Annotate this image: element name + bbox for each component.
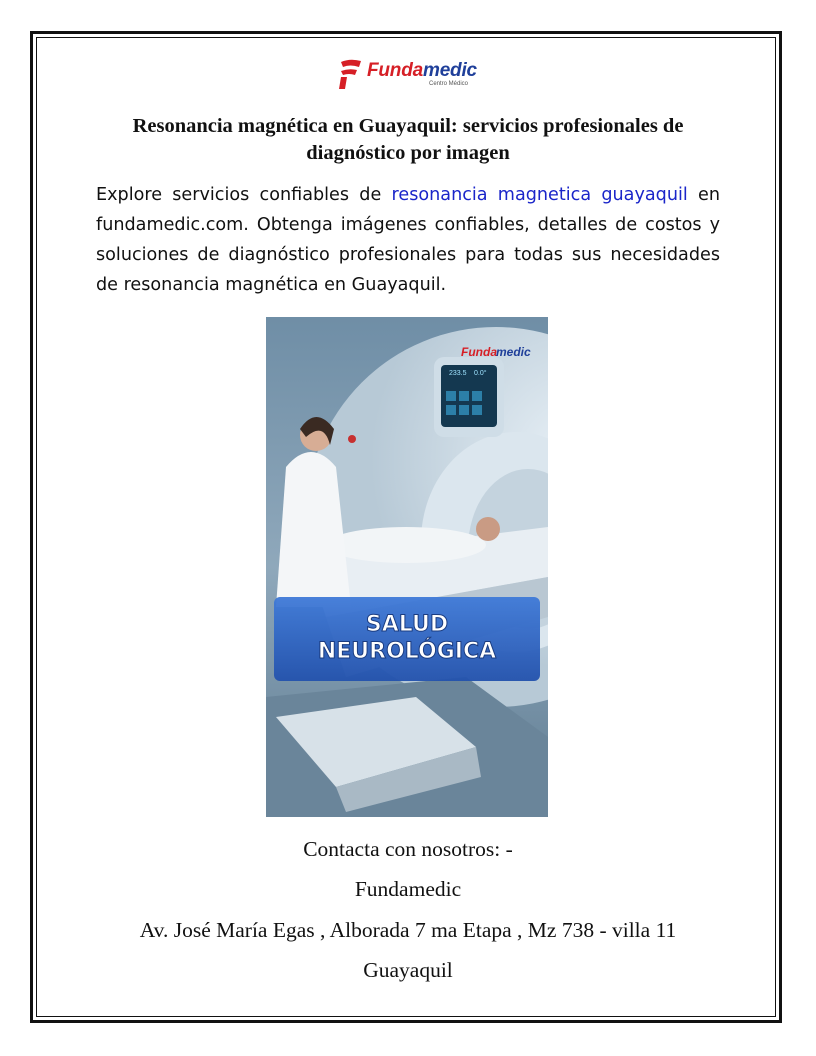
contact-address: Av. José María Egas , Alborada 7 ma Etapa , Mz 738 - villa 11 — [139, 918, 677, 942]
mri-scene-illustration — [266, 317, 548, 817]
fundamedic-logo-mark-icon — [337, 58, 363, 90]
photo-watermark-medic: medic — [496, 345, 531, 359]
page-title: Resonancia magnética en Guayaquil: servicios profesionales de diagnóstico por imagen — [132, 115, 684, 164]
intro-paragraph — [96, 180, 720, 300]
contact-name: Fundamedic — [354, 877, 462, 901]
screen-value-2: 0.0° — [474, 370, 487, 377]
logo-word-medic: medic — [423, 60, 477, 81]
photo-watermark-funda: Funda — [461, 345, 497, 359]
logo-subtitle: Centro Médico — [429, 81, 469, 87]
mri-photo — [266, 317, 548, 817]
resonancia-link[interactable]: resonancia magnetica guayaquil — [391, 185, 688, 205]
screen-value-1: 233.5 — [449, 370, 467, 377]
intro-text-end: en fundamedic.com. Obtenga imágenes confiables, detalles de costos y soluciones de diagnóstico profesionales para todas sus necesidades de resonancia magnética en Guayaquil. — [96, 185, 720, 295]
contact-heading: Contacta con nosotros: - — [303, 837, 513, 861]
banner-line-1: SALUD — [365, 612, 449, 637]
fundamedic-logo — [337, 58, 482, 92]
intro-text-start: Explore servicios confiables de — [96, 185, 392, 205]
contact-city: Guayaquil — [363, 958, 453, 982]
banner-line-2: NEUROLÓGICA — [317, 639, 497, 664]
logo-word-funda: Funda — [367, 60, 423, 81]
logo-wordmark — [367, 60, 477, 82]
